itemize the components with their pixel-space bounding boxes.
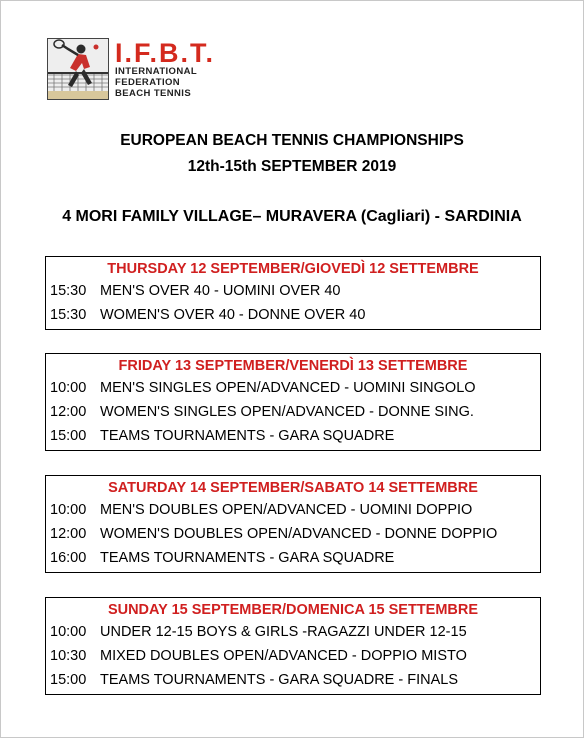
day-title: FRIDAY 13 SEPTEMBER/VENERDÌ 13 SETTEMBRE	[118, 358, 468, 374]
event-text: WOMEN'S DOUBLES OPEN/ADVANCED - DONNE DOPPIO	[100, 526, 498, 542]
event-row	[46, 424, 540, 448]
event-row	[46, 400, 540, 424]
event-text: TEAMS TOURNAMENTS - GARA SQUADRE	[100, 550, 395, 566]
event-time: 15:30	[50, 283, 87, 299]
event-time: 12:00	[50, 404, 87, 420]
day-box-sunday	[45, 597, 541, 695]
event-time: 15:00	[50, 672, 87, 688]
event-text: MEN'S OVER 40 - UOMINI OVER 40	[100, 283, 341, 299]
event-row	[46, 620, 540, 644]
event-row	[46, 376, 540, 400]
logo-text	[115, 37, 216, 99]
event-row	[46, 644, 540, 668]
event-text: MEN'S DOUBLES OPEN/ADVANCED - UOMINI DOPPIO	[100, 502, 473, 518]
logo-line-federation: FEDERATION	[115, 76, 181, 88]
event-text: TEAMS TOURNAMENTS - GARA SQUADRE - FINALS	[100, 672, 458, 688]
event-row	[46, 668, 540, 692]
event-time: 15:00	[50, 428, 87, 444]
event-row	[46, 303, 540, 327]
day-box-thursday	[45, 256, 541, 330]
event-time: 12:00	[50, 526, 87, 542]
event-text: WOMEN'S OVER 40 - DONNE OVER 40	[100, 307, 366, 323]
event-time: 15:30	[50, 307, 87, 323]
logo-brand: I.F.B.T.	[115, 37, 216, 68]
event-text: MEN'S SINGLES OPEN/ADVANCED - UOMINI SINGOLO	[100, 380, 476, 396]
event-row	[46, 546, 540, 570]
day-box-friday	[45, 353, 541, 451]
event-text: TEAMS TOURNAMENTS - GARA SQUADRE	[100, 428, 395, 444]
logo-line-international: INTERNATIONAL	[115, 65, 198, 77]
day-title: THURSDAY 12 SEPTEMBER/GIOVEDÌ 12 SETTEMBRE	[107, 261, 479, 277]
event-time: 10:00	[50, 502, 87, 518]
event-time: 10:00	[50, 380, 87, 396]
day-box-saturday	[45, 475, 541, 573]
day-title: SUNDAY 15 SEPTEMBER/DOMENICA 15 SETTEMBRE	[107, 602, 479, 618]
ifbt-logo	[47, 38, 215, 100]
day-title: SATURDAY 14 SEPTEMBER/SABATO 14 SETTEMBRE	[108, 480, 478, 496]
logo-line-beach-tennis: BEACH TENNIS	[115, 87, 192, 99]
event-text: WOMEN'S SINGLES OPEN/ADVANCED - DONNE SING.	[100, 404, 474, 420]
event-text: UNDER 12-15 BOYS & GIRLS -RAGAZZI UNDER 12-15	[100, 624, 467, 640]
championship-title: EUROPEAN BEACH TENNIS CHAMPIONSHIPS	[120, 132, 464, 149]
event-time: 10:30	[50, 648, 87, 664]
venue: 4 MORI FAMILY VILLAGE– MURAVERA (Cagliari) - SARDINIA	[62, 208, 522, 225]
event-row	[46, 498, 540, 522]
championship-dates: 12th-15th SEPTEMBER 2019	[187, 158, 397, 175]
event-row	[46, 279, 540, 303]
event-row	[46, 522, 540, 546]
event-time: 16:00	[50, 550, 87, 566]
event-time: 10:00	[50, 624, 87, 640]
beach-tennis-player-icon	[47, 38, 109, 100]
event-text: MIXED DOUBLES OPEN/ADVANCED - DOPPIO MISTO	[100, 648, 467, 664]
